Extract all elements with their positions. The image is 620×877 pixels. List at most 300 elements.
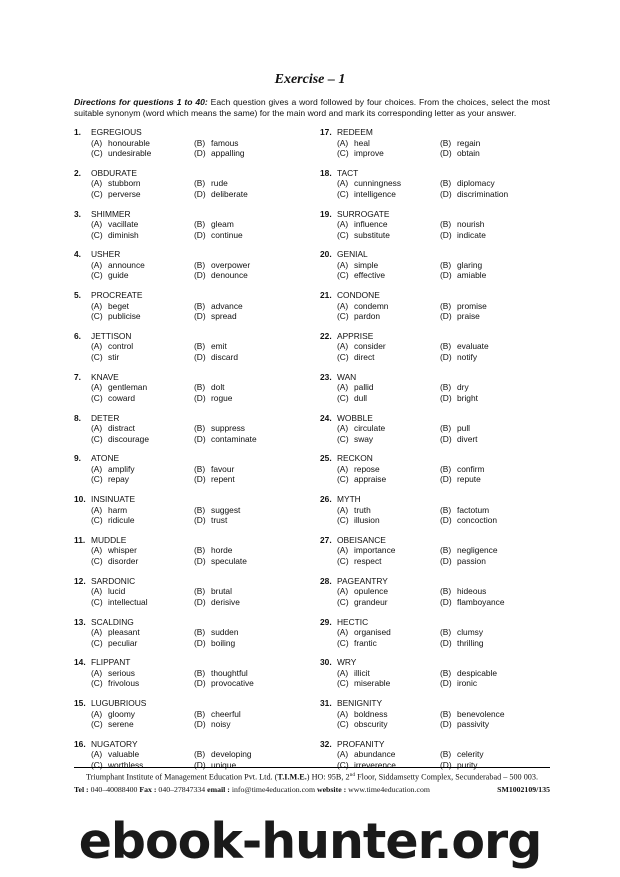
option-b[interactable] xyxy=(194,301,243,312)
option-text: heal xyxy=(354,137,370,148)
option-b[interactable] xyxy=(440,138,480,149)
question-number: 7. xyxy=(74,371,81,382)
question-word: TACT xyxy=(337,167,359,178)
option-d[interactable] xyxy=(440,352,477,363)
footer-sup: nd xyxy=(349,772,356,778)
question-number: 18. xyxy=(320,167,332,178)
option-b[interactable] xyxy=(440,749,484,760)
option-d[interactable] xyxy=(440,270,486,281)
option-letter: (B) xyxy=(440,749,452,760)
option-c[interactable] xyxy=(91,474,129,485)
option-a[interactable] xyxy=(337,178,401,189)
option-b[interactable] xyxy=(194,586,232,597)
option-text: importance xyxy=(354,545,396,556)
option-text: obscurity xyxy=(354,719,388,730)
option-a[interactable] xyxy=(337,586,388,597)
option-c[interactable] xyxy=(91,719,134,730)
option-b[interactable] xyxy=(440,586,486,597)
question-word: MUDDLE xyxy=(91,534,127,545)
option-a[interactable] xyxy=(91,545,137,556)
question-word: INSINUATE xyxy=(91,494,136,505)
option-d[interactable] xyxy=(194,515,227,526)
option-b[interactable] xyxy=(440,178,495,189)
option-b[interactable] xyxy=(440,668,497,679)
option-letter: (B) xyxy=(440,137,452,148)
option-a[interactable] xyxy=(91,341,133,352)
option-a[interactable] xyxy=(91,709,135,720)
option-text: celerity xyxy=(457,749,484,760)
option-text: suppress xyxy=(211,423,245,434)
option-text: sudden xyxy=(211,627,239,638)
option-a[interactable] xyxy=(91,505,127,516)
option-c[interactable] xyxy=(337,719,388,730)
option-a[interactable] xyxy=(337,301,388,312)
option-a[interactable] xyxy=(91,464,135,475)
option-d[interactable] xyxy=(194,311,237,322)
option-letter: (D) xyxy=(440,311,452,322)
question-item xyxy=(74,249,314,290)
option-a[interactable] xyxy=(91,178,141,189)
option-c[interactable] xyxy=(337,556,381,567)
option-text: rogue xyxy=(211,392,233,403)
option-c[interactable] xyxy=(337,352,374,363)
option-text: repose xyxy=(354,463,380,474)
option-a[interactable] xyxy=(91,301,129,312)
question-item xyxy=(74,331,314,372)
option-d[interactable] xyxy=(440,474,481,485)
question-number: 16. xyxy=(74,738,86,749)
option-c[interactable] xyxy=(91,638,137,649)
question-item xyxy=(74,127,314,168)
option-b[interactable] xyxy=(440,709,505,720)
option-b[interactable] xyxy=(194,260,250,271)
option-d[interactable] xyxy=(194,597,240,608)
option-d[interactable] xyxy=(194,393,232,404)
option-text: valuable xyxy=(108,749,140,760)
footer-contact xyxy=(74,785,550,794)
option-d[interactable] xyxy=(194,270,248,281)
question-item xyxy=(320,698,560,739)
option-b[interactable] xyxy=(194,382,225,393)
option-letter: (C) xyxy=(337,637,349,648)
option-d[interactable] xyxy=(194,189,248,200)
option-c[interactable] xyxy=(91,556,138,567)
question-item xyxy=(74,657,314,698)
option-c[interactable] xyxy=(91,270,129,281)
option-letter: (C) xyxy=(91,311,103,322)
question-word: KNAVE xyxy=(91,371,119,382)
option-a[interactable] xyxy=(337,382,374,393)
question-word: JETTISON xyxy=(91,330,132,341)
option-b[interactable] xyxy=(440,301,487,312)
option-letter: (B) xyxy=(440,545,452,556)
option-letter: (C) xyxy=(91,474,103,485)
option-letter: (A) xyxy=(91,341,103,352)
option-b[interactable] xyxy=(194,627,238,638)
question-item xyxy=(320,535,560,576)
question-item xyxy=(74,494,314,535)
option-text: influence xyxy=(354,219,388,230)
option-c[interactable] xyxy=(337,393,367,404)
option-b[interactable] xyxy=(440,382,469,393)
option-letter: (D) xyxy=(440,148,452,158)
question-word: HECTIC xyxy=(337,616,369,627)
directions-text xyxy=(74,97,550,119)
option-text: announce xyxy=(108,259,145,270)
option-c[interactable] xyxy=(337,270,385,281)
website-value[interactable]: www.time4education.com xyxy=(346,785,430,794)
option-letter: (A) xyxy=(91,178,103,189)
option-letter: (A) xyxy=(337,627,349,638)
option-text: amplify xyxy=(108,463,135,474)
option-letter: (A) xyxy=(337,423,349,434)
question-item xyxy=(74,576,314,617)
option-b[interactable] xyxy=(440,341,489,352)
option-c[interactable] xyxy=(91,352,119,363)
option-letter: (A) xyxy=(337,137,349,148)
question-word: REDEEM xyxy=(337,127,373,137)
option-d[interactable] xyxy=(194,474,235,485)
fax-label: Fax : xyxy=(139,785,157,794)
option-text: discourage xyxy=(108,433,149,444)
option-b[interactable] xyxy=(194,423,245,434)
question-number: 32. xyxy=(320,738,332,749)
option-c[interactable] xyxy=(91,311,141,322)
option-letter: (D) xyxy=(440,270,452,281)
option-text: stir xyxy=(108,351,120,362)
option-a[interactable] xyxy=(337,709,388,720)
option-text: repute xyxy=(457,474,481,485)
option-letter: (D) xyxy=(194,637,206,648)
option-c[interactable] xyxy=(337,474,386,485)
option-letter: (D) xyxy=(440,678,452,689)
question-number: 28. xyxy=(320,575,332,586)
option-c[interactable] xyxy=(337,189,396,200)
option-a[interactable] xyxy=(337,219,388,230)
option-text: provocative xyxy=(211,678,254,689)
option-letter: (C) xyxy=(91,555,103,566)
option-d[interactable] xyxy=(440,556,486,567)
question-number: 31. xyxy=(320,698,332,709)
option-c[interactable] xyxy=(337,760,396,771)
option-a[interactable] xyxy=(337,138,370,149)
option-c[interactable] xyxy=(91,515,135,526)
option-c[interactable] xyxy=(337,678,390,689)
option-c[interactable] xyxy=(337,434,373,445)
option-c[interactable] xyxy=(91,189,141,200)
option-a[interactable] xyxy=(91,219,138,230)
option-text: intellectual xyxy=(108,596,148,607)
footer-location: Floor, Siddamsetty Complex, Secunderabad – 500 003. xyxy=(355,772,539,782)
option-a[interactable] xyxy=(91,260,145,271)
option-text: amiable xyxy=(457,270,487,281)
question-number: 9. xyxy=(74,453,81,464)
option-b[interactable] xyxy=(194,749,252,760)
option-b[interactable] xyxy=(440,260,482,271)
option-text: negligence xyxy=(457,545,498,556)
option-letter: (D) xyxy=(440,637,452,648)
option-a[interactable] xyxy=(91,627,140,638)
option-b[interactable] xyxy=(194,505,240,516)
option-b[interactable] xyxy=(194,341,227,352)
option-text: sway xyxy=(354,433,374,444)
option-letter: (A) xyxy=(337,382,349,393)
option-text: speculate xyxy=(211,555,247,566)
option-a[interactable] xyxy=(91,423,135,434)
question-item xyxy=(320,576,560,617)
option-d[interactable] xyxy=(194,719,231,730)
option-b[interactable] xyxy=(194,178,228,189)
question-number: 8. xyxy=(74,412,81,423)
option-d[interactable] xyxy=(194,556,247,567)
option-text: whisper xyxy=(108,545,137,556)
option-d[interactable] xyxy=(194,760,236,771)
option-text: consider xyxy=(354,341,386,352)
option-text: pleasant xyxy=(108,627,140,638)
option-letter: (D) xyxy=(194,229,206,240)
option-d[interactable] xyxy=(440,434,477,445)
option-text: pardon xyxy=(354,311,381,322)
option-letter: (C) xyxy=(337,392,349,403)
option-letter: (C) xyxy=(91,515,103,526)
option-text: peculiar xyxy=(108,637,138,648)
option-b[interactable] xyxy=(440,219,484,230)
option-text: notify xyxy=(457,351,478,362)
option-d[interactable] xyxy=(440,597,505,608)
fax-value: 040–27847334 xyxy=(156,785,208,794)
option-letter: (A) xyxy=(91,382,103,393)
option-letter: (D) xyxy=(440,555,452,566)
option-text: obtain xyxy=(457,148,480,158)
option-c[interactable] xyxy=(337,230,390,241)
option-a[interactable] xyxy=(337,423,385,434)
option-letter: (C) xyxy=(91,637,103,648)
option-text: overpower xyxy=(211,259,251,270)
question-word: ATONE xyxy=(91,453,120,464)
option-text: gloomy xyxy=(108,708,135,719)
option-d[interactable] xyxy=(440,189,508,200)
option-d[interactable] xyxy=(194,434,257,445)
option-b[interactable] xyxy=(194,219,234,230)
option-d[interactable] xyxy=(440,311,480,322)
option-a[interactable] xyxy=(337,749,395,760)
option-b[interactable] xyxy=(440,505,489,516)
option-d[interactable] xyxy=(194,352,238,363)
question-number: 20. xyxy=(320,249,332,260)
option-c[interactable] xyxy=(91,393,135,404)
option-a[interactable] xyxy=(337,464,380,475)
option-text: cunningness xyxy=(354,178,402,189)
option-letter: (B) xyxy=(194,178,206,189)
option-letter: (B) xyxy=(194,463,206,474)
option-letter: (B) xyxy=(194,219,206,230)
question-item xyxy=(74,209,314,250)
option-c[interactable] xyxy=(337,597,388,608)
option-letter: (B) xyxy=(194,667,206,678)
option-letter: (C) xyxy=(91,719,103,730)
option-letter: (D) xyxy=(440,474,452,485)
option-a[interactable] xyxy=(337,627,391,638)
option-a[interactable] xyxy=(337,668,370,679)
option-text: irreverence xyxy=(354,759,396,770)
question-item xyxy=(74,535,314,576)
question-word: APPRISE xyxy=(337,330,374,341)
option-c[interactable] xyxy=(337,638,377,649)
option-b[interactable] xyxy=(440,545,498,556)
option-text: condemn xyxy=(354,300,389,311)
question-item xyxy=(320,249,560,290)
option-b[interactable] xyxy=(194,545,232,556)
option-text: evaluate xyxy=(457,341,489,352)
option-text: horde xyxy=(211,545,233,556)
option-text: dull xyxy=(354,392,368,403)
option-a[interactable] xyxy=(337,260,378,271)
option-d[interactable] xyxy=(194,638,235,649)
option-d[interactable] xyxy=(440,230,486,241)
option-text: bright xyxy=(457,392,478,403)
option-text: factotum xyxy=(457,504,490,515)
option-d[interactable] xyxy=(194,230,243,241)
option-text: diplomacy xyxy=(457,178,495,189)
option-text: developing xyxy=(211,749,252,760)
option-letter: (A) xyxy=(91,423,103,434)
option-a[interactable] xyxy=(337,505,371,516)
option-letter: (C) xyxy=(91,678,103,689)
option-letter: (D) xyxy=(440,351,452,362)
question-number: 26. xyxy=(320,494,332,505)
option-letter: (D) xyxy=(194,515,206,526)
option-d[interactable] xyxy=(440,638,484,649)
question-word: WAN xyxy=(337,371,357,382)
option-a[interactable] xyxy=(91,138,150,149)
question-word: MYTH xyxy=(337,494,361,505)
option-letter: (C) xyxy=(337,474,349,485)
option-b[interactable] xyxy=(194,709,241,720)
option-letter: (D) xyxy=(194,188,206,199)
option-c[interactable] xyxy=(91,230,139,241)
option-a[interactable] xyxy=(91,668,135,679)
question-number: 15. xyxy=(74,698,86,709)
option-letter: (B) xyxy=(440,341,452,352)
question-number: 24. xyxy=(320,412,332,423)
option-letter: (C) xyxy=(91,229,103,240)
option-text: miserable xyxy=(354,678,391,689)
option-letter: (D) xyxy=(194,270,206,281)
option-text: advance xyxy=(211,300,243,311)
option-text: brutal xyxy=(211,586,232,597)
option-letter: (A) xyxy=(91,219,103,230)
option-d[interactable] xyxy=(440,148,480,159)
question-item xyxy=(320,413,560,454)
question-word: OBDURATE xyxy=(91,167,137,178)
option-text: beget xyxy=(108,300,129,311)
option-letter: (B) xyxy=(440,178,452,189)
option-d[interactable] xyxy=(440,393,478,404)
option-text: abundance xyxy=(354,749,396,760)
option-d[interactable] xyxy=(440,719,489,730)
question-number: 21. xyxy=(320,290,332,301)
option-b[interactable] xyxy=(440,423,470,434)
option-c[interactable] xyxy=(91,760,143,771)
option-text: trust xyxy=(211,515,228,526)
option-d[interactable] xyxy=(440,515,497,526)
question-word: SARDONIC xyxy=(91,575,136,586)
option-letter: (C) xyxy=(337,555,349,566)
option-a[interactable] xyxy=(91,749,139,760)
question-number: 19. xyxy=(320,208,332,219)
option-text: passivity xyxy=(457,719,490,730)
option-letter: (A) xyxy=(91,586,103,597)
option-text: appraise xyxy=(354,474,387,485)
option-b[interactable] xyxy=(440,627,483,638)
option-letter: (C) xyxy=(337,759,349,770)
option-text: despicable xyxy=(457,667,498,678)
option-text: denounce xyxy=(211,270,248,281)
option-text: lucid xyxy=(108,586,126,597)
option-text: substitute xyxy=(354,229,390,240)
option-c[interactable] xyxy=(91,434,149,445)
option-letter: (D) xyxy=(194,678,206,689)
option-a[interactable] xyxy=(337,341,386,352)
document-code: SM1002109/135 xyxy=(497,785,550,794)
option-letter: (C) xyxy=(337,188,349,199)
question-item xyxy=(74,698,314,739)
option-letter: (C) xyxy=(91,351,103,362)
option-letter: (C) xyxy=(91,392,103,403)
option-text: glaring xyxy=(457,259,483,270)
option-b[interactable] xyxy=(194,138,238,149)
option-letter: (C) xyxy=(337,148,349,158)
option-text: ironic xyxy=(457,678,478,689)
option-c[interactable] xyxy=(91,148,151,159)
option-c[interactable] xyxy=(91,678,139,689)
option-d[interactable] xyxy=(440,678,477,689)
option-c[interactable] xyxy=(337,148,384,159)
option-letter: (A) xyxy=(91,463,103,474)
option-letter: (B) xyxy=(440,300,452,311)
option-letter: (A) xyxy=(337,749,349,760)
option-text: perverse xyxy=(108,188,141,199)
option-d[interactable] xyxy=(440,760,477,771)
option-b[interactable] xyxy=(194,668,248,679)
option-letter: (D) xyxy=(194,351,206,362)
question-word: SURROGATE xyxy=(337,208,390,219)
option-d[interactable] xyxy=(194,148,245,159)
option-letter: (A) xyxy=(337,178,349,189)
option-c[interactable] xyxy=(91,597,148,608)
email-value[interactable]: info@time4education.com xyxy=(229,785,317,794)
option-text: cheerful xyxy=(211,708,241,719)
option-b[interactable] xyxy=(194,464,234,475)
option-d[interactable] xyxy=(194,678,254,689)
question-item xyxy=(320,494,560,535)
option-letter: (A) xyxy=(337,341,349,352)
option-a[interactable] xyxy=(91,586,125,597)
questions-left-column xyxy=(74,127,314,780)
option-c[interactable] xyxy=(337,515,380,526)
question-word: WOBBLE xyxy=(337,412,373,423)
option-c[interactable] xyxy=(337,311,380,322)
option-a[interactable] xyxy=(91,382,147,393)
option-letter: (B) xyxy=(194,423,206,434)
option-text: organised xyxy=(354,627,391,638)
question-item xyxy=(320,657,560,698)
option-b[interactable] xyxy=(440,464,484,475)
question-word: FLIPPANT xyxy=(91,657,131,668)
option-letter: (B) xyxy=(440,627,452,638)
footer-company: Triumphant Institute of Management Education Pvt. Ltd. ( xyxy=(85,772,278,782)
option-a[interactable] xyxy=(337,545,395,556)
